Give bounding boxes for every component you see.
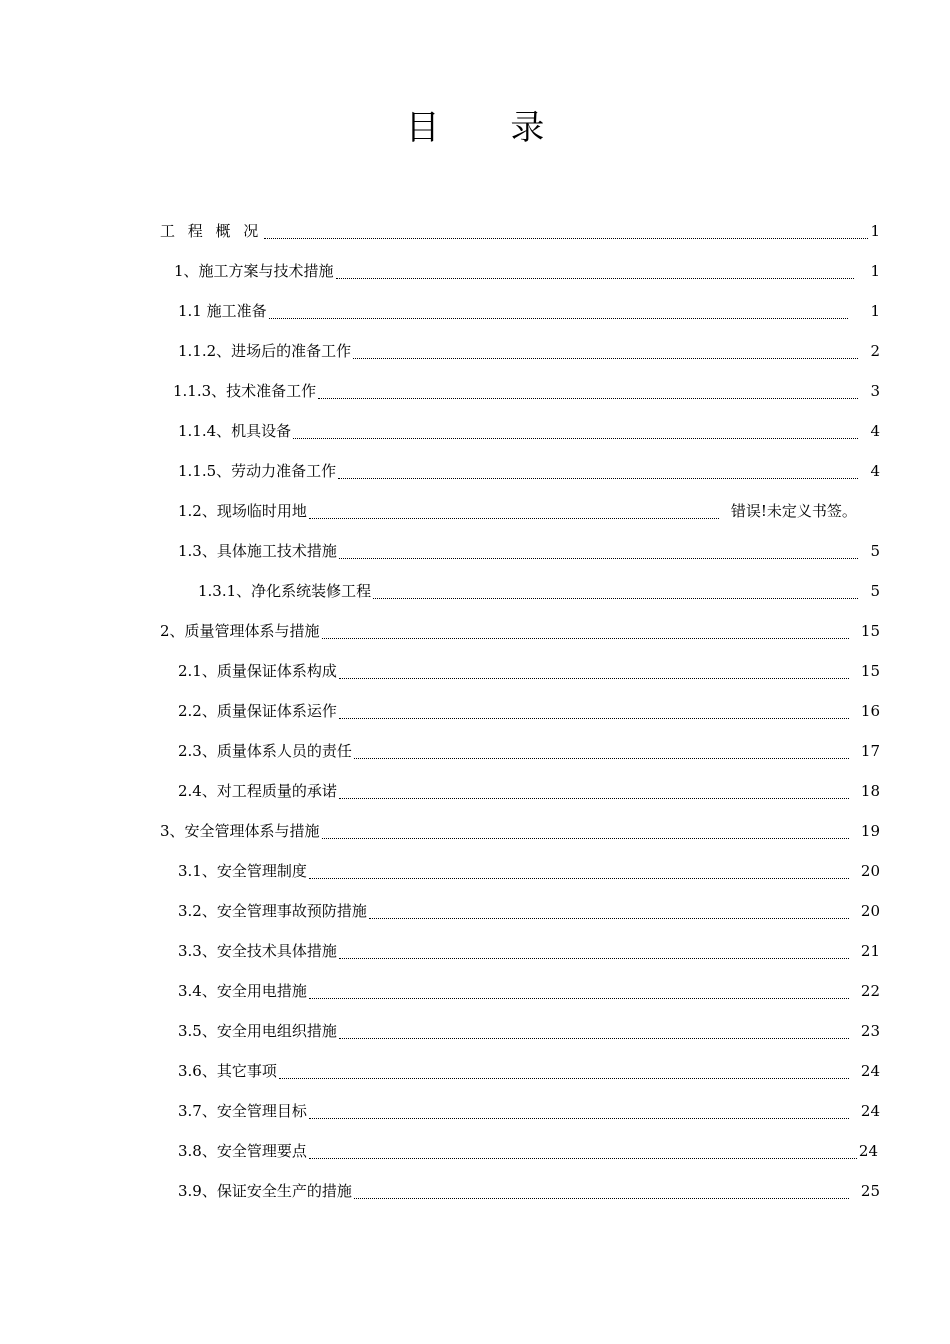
toc-leader-dots xyxy=(339,958,849,959)
toc-entry-label: 1.3.1、净化系统装修工程 xyxy=(198,582,372,600)
toc-entry[interactable] xyxy=(160,220,880,244)
toc-entry-label: 2、质量管理体系与措施 xyxy=(160,622,320,640)
toc-entry-label: 3.4、安全用电措施 xyxy=(178,982,307,1000)
toc-entry[interactable] xyxy=(178,300,880,324)
toc-entry-label: 3.7、安全管理目标 xyxy=(178,1102,307,1120)
toc-entry-page: 16 xyxy=(860,702,880,720)
toc-entry-label: 3.5、安全用电组织措施 xyxy=(178,1022,337,1040)
toc-entry[interactable] xyxy=(178,340,880,364)
toc-leader-dots xyxy=(339,718,849,719)
toc-leader-dots xyxy=(293,438,858,439)
page-title: 目 录 xyxy=(405,108,575,148)
toc-entry-label: 3.8、安全管理要点 xyxy=(178,1142,307,1160)
toc-entry-page: 5 xyxy=(870,582,880,600)
toc-entry-page: 20 xyxy=(860,862,880,880)
toc-leader-dots xyxy=(373,598,858,599)
toc-leader-dots xyxy=(322,838,849,839)
toc-entry-page: 15 xyxy=(860,622,880,640)
toc-entry[interactable] xyxy=(178,980,880,1004)
toc-entry[interactable] xyxy=(178,660,880,684)
toc-leader-dots xyxy=(336,278,855,279)
toc-entry[interactable] xyxy=(178,740,880,764)
toc-leader-dots xyxy=(339,1038,849,1039)
toc-entry-page: 15 xyxy=(860,662,880,680)
toc-entry[interactable] xyxy=(178,1180,880,1204)
toc-entry-label: 1.1.3、技术准备工作 xyxy=(173,382,317,400)
toc-entry[interactable] xyxy=(178,1060,880,1084)
toc-leader-dots xyxy=(339,678,849,679)
toc-entry[interactable] xyxy=(178,540,880,564)
toc-leader-dots xyxy=(354,1198,849,1199)
toc-entry-page: 5 xyxy=(870,542,880,560)
toc-entry-label: 2.1、质量保证体系构成 xyxy=(178,662,337,680)
toc-leader-dots xyxy=(309,1118,849,1119)
toc-leader-dots xyxy=(279,1078,849,1079)
toc-entry-page: 20 xyxy=(860,902,880,920)
toc-entry[interactable] xyxy=(178,700,880,724)
toc-entry-label: 1.1.5、劳动力准备工作 xyxy=(178,462,337,480)
toc-entry-label: 1.1 施工准备 xyxy=(178,302,267,320)
toc-leader-dots xyxy=(354,758,849,759)
toc-entry-label: 1、施工方案与技术措施 xyxy=(174,262,334,280)
toc-entry-label: 3、安全管理体系与措施 xyxy=(160,822,320,840)
toc-entry-page: 1 xyxy=(870,302,880,320)
toc-leader-dots xyxy=(339,798,849,799)
toc-entry-page: 25 xyxy=(860,1182,880,1200)
toc-leader-dots xyxy=(309,878,849,879)
toc-entry[interactable] xyxy=(178,940,880,964)
toc-entry-label: 1.2、现场临时用地 xyxy=(178,502,307,520)
toc-entry-label: 3.9、保证安全生产的措施 xyxy=(178,1182,352,1200)
toc-entry[interactable] xyxy=(160,820,880,844)
toc-entry[interactable] xyxy=(178,420,880,444)
toc-entry-page: 1 xyxy=(870,262,880,280)
toc-entry-page: 错误!未定义书签。 xyxy=(730,502,857,520)
toc-entry-label: 工 程 概 况 xyxy=(160,222,263,240)
toc-entry-page: 3 xyxy=(870,382,880,400)
toc-entry-page: 1 xyxy=(870,222,880,240)
toc-entry[interactable] xyxy=(178,500,880,524)
toc-entry[interactable] xyxy=(178,900,880,924)
toc-leader-dots xyxy=(264,238,868,239)
toc-entry[interactable] xyxy=(173,380,880,404)
toc-entry-label: 1.1.4、机具设备 xyxy=(178,422,292,440)
toc-entry[interactable] xyxy=(178,780,880,804)
toc-entry[interactable] xyxy=(178,1020,880,1044)
toc-entry-page: 18 xyxy=(860,782,880,800)
toc-entry[interactable] xyxy=(174,260,880,284)
toc-leader-dots xyxy=(369,918,849,919)
toc-entry-label: 3.2、安全管理事故预防措施 xyxy=(178,902,367,920)
toc-entry-page: 4 xyxy=(870,462,880,480)
toc-entry-page: 24 xyxy=(860,1102,880,1120)
toc-entry-label: 2.3、质量体系人员的责任 xyxy=(178,742,352,760)
toc-entry[interactable] xyxy=(178,860,880,884)
toc-entry-label: 1.3、具体施工技术措施 xyxy=(178,542,337,560)
toc-entry-page: 21 xyxy=(860,942,880,960)
toc-leader-dots xyxy=(309,518,719,519)
toc-leader-dots xyxy=(338,478,858,479)
toc-entry-label: 1.1.2、进场后的准备工作 xyxy=(178,342,352,360)
toc-entry-page: 4 xyxy=(870,422,880,440)
toc-leader-dots xyxy=(309,1158,857,1159)
toc-entry-label: 2.4、对工程质量的承诺 xyxy=(178,782,337,800)
toc-entry-page: 24 xyxy=(860,1062,880,1080)
toc-entry-page: 19 xyxy=(860,822,880,840)
toc-entry-page: 23 xyxy=(860,1022,880,1040)
toc-leader-dots xyxy=(339,558,859,559)
toc-leader-dots xyxy=(353,358,858,359)
toc-entry-page: 22 xyxy=(860,982,880,1000)
toc-entry-label: 2.2、质量保证体系运作 xyxy=(178,702,337,720)
toc-entry[interactable] xyxy=(178,460,880,484)
toc-entry-page: 2 xyxy=(870,342,880,360)
toc-entry[interactable] xyxy=(198,580,880,604)
toc-leader-dots xyxy=(322,638,849,639)
toc-entry-label: 3.1、安全管理制度 xyxy=(178,862,307,880)
toc-entry-page: 17 xyxy=(860,742,880,760)
toc-leader-dots xyxy=(309,998,849,999)
toc-entry[interactable] xyxy=(178,1100,880,1124)
toc-entry[interactable] xyxy=(178,1140,878,1164)
toc-leader-dots xyxy=(269,318,849,319)
toc-entry-label: 3.3、安全技术具体措施 xyxy=(178,942,337,960)
toc-entry-page: 24 xyxy=(858,1142,878,1160)
toc-entry[interactable] xyxy=(160,620,880,644)
toc-leader-dots xyxy=(318,398,858,399)
toc-entry-label: 3.6、其它事项 xyxy=(178,1062,277,1080)
